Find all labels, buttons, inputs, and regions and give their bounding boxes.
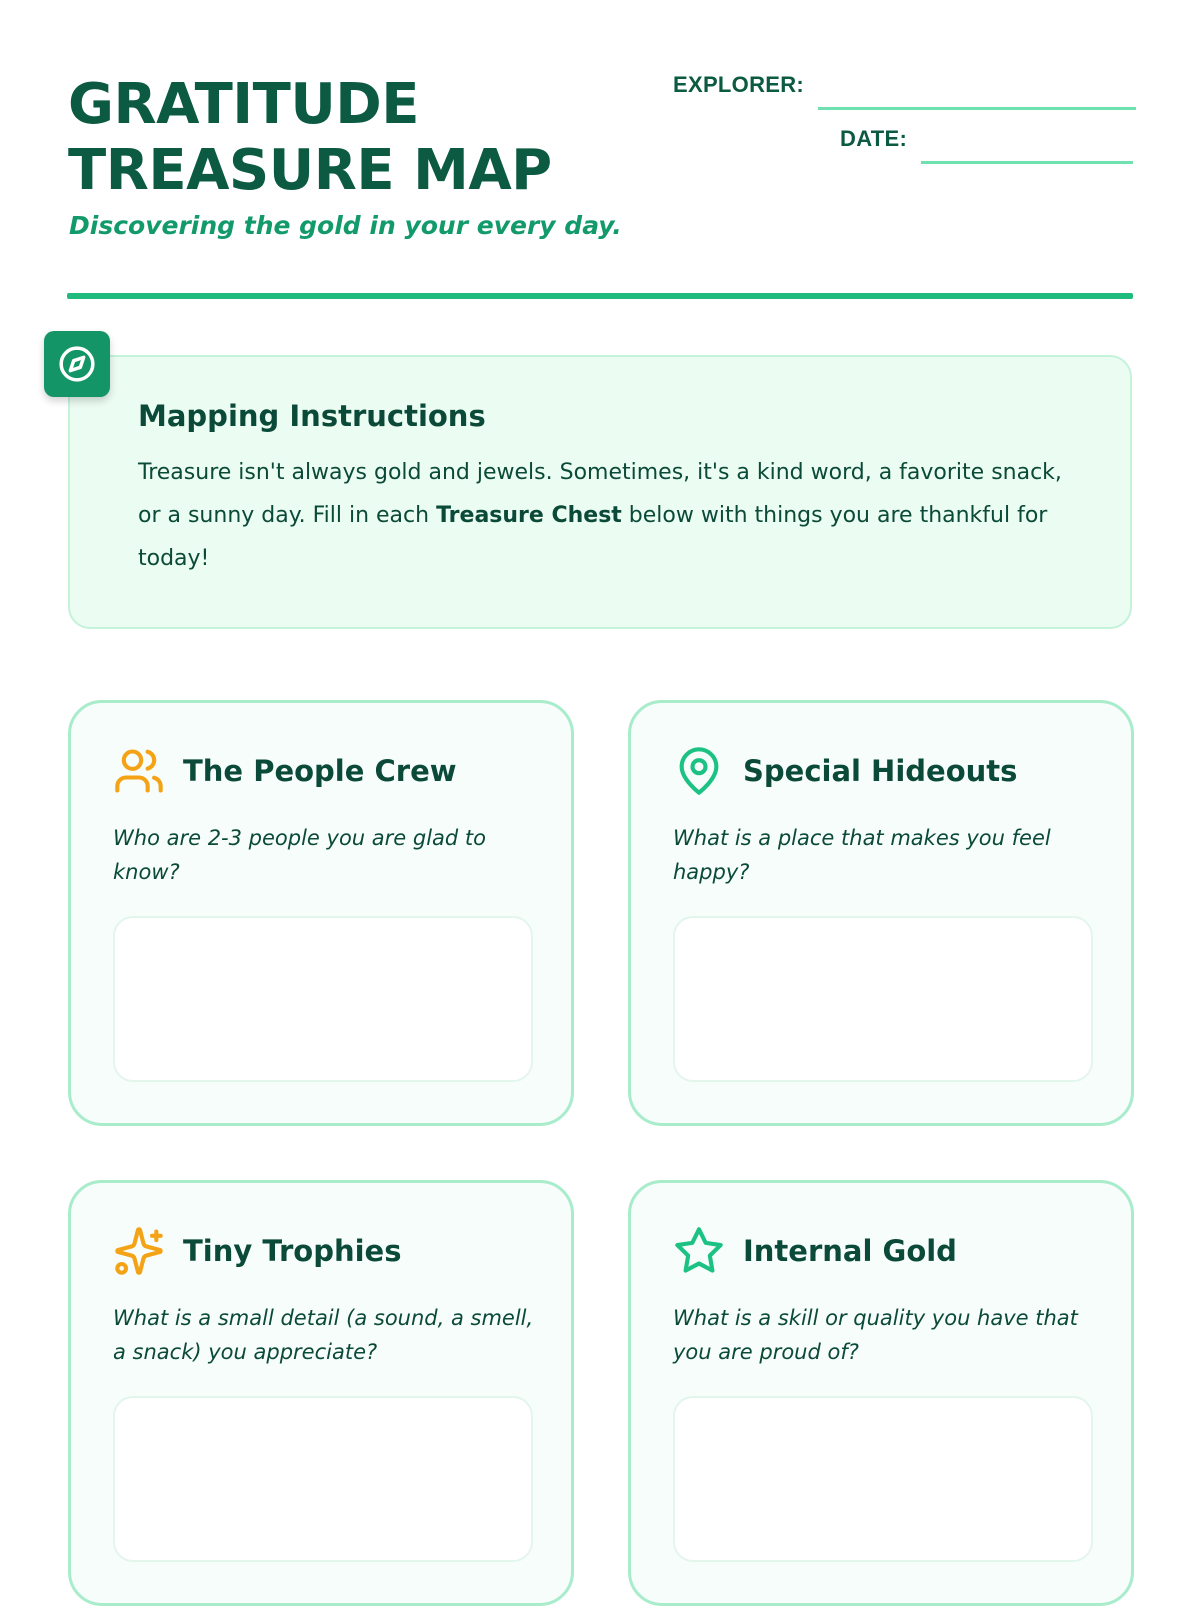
instructions-text-bold: Treasure Chest: [436, 503, 622, 528]
date-label: DATE:: [840, 126, 908, 151]
sparkles-icon: [113, 1225, 165, 1277]
answer-box[interactable]: [113, 1396, 533, 1562]
instructions-text-end: below with things you are thankful for today!: [138, 503, 1048, 571]
card-internal-gold: [628, 1180, 1134, 1606]
card-title: Internal Gold: [743, 1234, 957, 1268]
answer-box[interactable]: [113, 916, 533, 1082]
header-divider: [67, 293, 1133, 299]
card-header: [673, 1225, 957, 1277]
card-header: [113, 1225, 401, 1277]
instructions-panel: [68, 355, 1132, 629]
answer-box[interactable]: [673, 1396, 1093, 1562]
card-prompt: What is a skill or quality you have that you are proud of?: [673, 1306, 1078, 1364]
card-header: [673, 745, 1017, 797]
star-icon: [673, 1225, 725, 1277]
card-title: Special Hideouts: [743, 754, 1018, 788]
people-icon: [113, 745, 165, 797]
card-prompt: What is a place that makes you feel happy?: [673, 826, 1051, 884]
card-tiny-trophies: [68, 1180, 574, 1606]
date-input-line[interactable]: [921, 161, 1133, 164]
instructions-text: [138, 451, 1070, 580]
instructions-text-start: Treasure isn't always gold and jewels. Sometimes, it's a kind word, a favorite snack, or a sunny day. Fill in each: [138, 460, 1062, 528]
page-subtitle: Discovering the gold in your every day.: [69, 211, 622, 240]
explorer-field[interactable]: [673, 72, 1136, 98]
card-prompt: Who are 2-3 people you are glad to know?: [113, 826, 487, 884]
title-line-1: GRATITUDE: [68, 72, 420, 137]
card-header: [113, 745, 457, 797]
explorer-label: EXPLORER:: [673, 72, 805, 97]
compass-badge: [44, 331, 110, 397]
card-people-crew: [68, 700, 574, 1126]
map-pin-icon: [673, 745, 725, 797]
card-special-hideouts: [628, 700, 1134, 1126]
card-title: Tiny Trophies: [183, 1234, 402, 1268]
explorer-input-line[interactable]: [818, 107, 1136, 110]
card-title: The People Crew: [183, 754, 457, 788]
answer-box[interactable]: [673, 916, 1093, 1082]
date-field[interactable]: [840, 126, 1133, 152]
instructions-heading: Mapping Instructions: [138, 399, 486, 433]
card-prompt: What is a small detail (a sound, a smell, a snack) you appreciate?: [113, 1306, 534, 1364]
title-line-2: TREASURE MAP: [68, 138, 552, 203]
compass-icon: [58, 345, 96, 383]
page-title: [68, 72, 552, 204]
